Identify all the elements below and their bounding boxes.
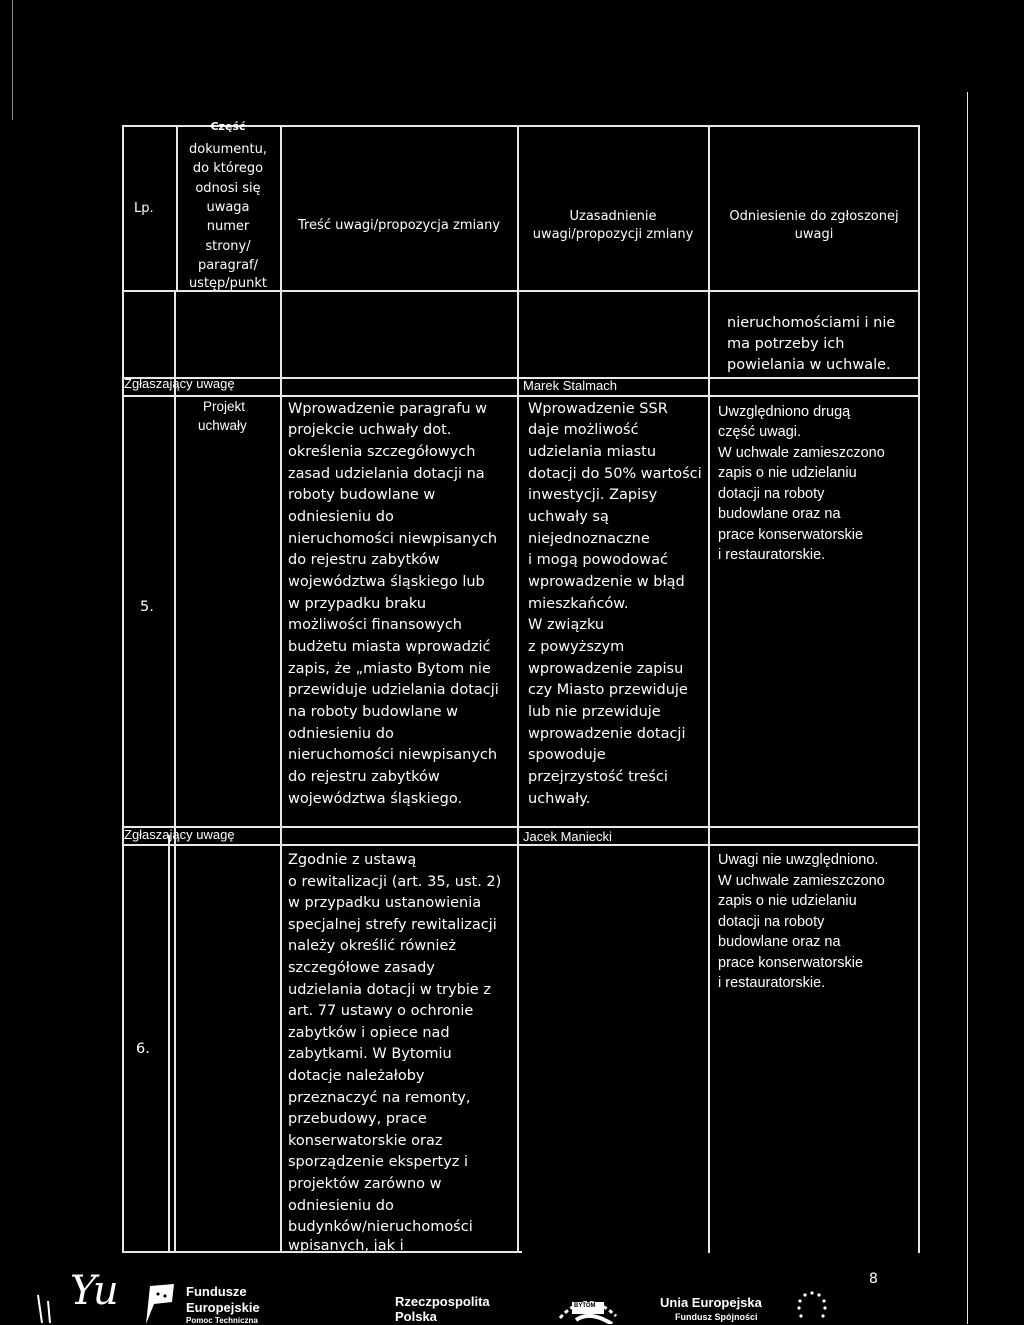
page-edge-line — [12, 0, 13, 120]
row6-submitter-name: Jacek Maniecki — [523, 829, 612, 844]
text-line: budowlane oraz na — [718, 506, 841, 522]
row6-submitter-label: Zgłaszający uwagę — [124, 827, 235, 842]
text-line: w przypadku braku — [288, 596, 427, 612]
eu-flag-icon — [140, 1282, 176, 1324]
text-line: szczegółowe zasady — [288, 960, 435, 976]
text-line: odniesieniu do — [288, 509, 394, 525]
text-line: prace konserwatorskie — [718, 955, 864, 971]
text-line: przejrzystość treści — [528, 769, 668, 785]
header-part-line: ustęp/punkt — [188, 276, 268, 291]
fundusze-line: Fundusze — [186, 1284, 247, 1299]
text-line: uchwały są — [528, 509, 609, 525]
text-line: budowlane oraz na — [718, 934, 841, 950]
text-line: Zgodnie z ustawą — [288, 852, 417, 868]
text-line: należy określić również — [288, 938, 456, 954]
text-line: niejednoznaczne — [528, 531, 650, 547]
row5-submitter-label: Zgłaszający uwagę — [124, 376, 235, 391]
text-line: wprowadzenie zapisu — [528, 661, 684, 677]
text-line: w przypadku ustanowienia — [288, 895, 482, 911]
text-line: wprowadzenie dotacji — [528, 726, 686, 742]
text-line: o rewitalizacji (art. 35, ust. 2) — [288, 874, 502, 890]
text-line: określenia szczegółowych — [288, 444, 476, 460]
text-line: udzielania dotacji w trybie z — [288, 982, 491, 998]
bytom-label: BYTOM — [574, 1303, 596, 1309]
row5-lp: 5. — [140, 599, 154, 615]
text-line: do rejestru zabytków — [288, 769, 440, 785]
text-line: spowoduje — [528, 747, 606, 763]
text-line: zapis o nie udzielaniu — [718, 465, 857, 481]
fundusze-line: Pomoc Techniczna — [186, 1316, 258, 1325]
fundusze-line: Europejskie — [186, 1300, 260, 1315]
signature-text: Yu — [70, 1268, 119, 1314]
text-line: przewiduje udzielania dotacji — [288, 682, 499, 698]
text-line: mieszkańców. — [528, 596, 629, 612]
text-line: przebudowy, prace — [288, 1111, 427, 1127]
text-line: konserwatorskie oraz — [288, 1133, 443, 1149]
text-line: z powyższym — [528, 639, 625, 655]
text-line: prace konserwatorskie — [718, 527, 864, 543]
text-line: Uwagi nie uwzględniono. — [718, 852, 879, 868]
text-line: dotacji na roboty — [718, 486, 825, 502]
text-line: czy Miasto przewiduje — [528, 682, 688, 698]
text-line: udzielania miastu — [528, 444, 657, 460]
text-line: budżetu miasta wprowadzić — [288, 639, 491, 655]
text-line: dotacje należałoby — [288, 1068, 425, 1084]
text-line: na roboty budowlane w — [288, 704, 458, 720]
text-line: projektów zarówno w — [288, 1176, 442, 1192]
text-line: i mogą powodować — [528, 552, 668, 568]
header-part-line: paragraf/ — [197, 258, 259, 273]
text-line: Wprowadzenie paragrafu w — [288, 401, 488, 417]
header-uzasadnienie-2: uwagi/propozycji zmiany — [532, 227, 694, 242]
eu-stars-icon — [792, 1290, 832, 1324]
text-line: nieruchomości niewpisanych — [288, 531, 498, 547]
text-line: W uchwale zamieszczono — [718, 445, 885, 461]
text-line: wpisanych, jak i — [288, 1238, 404, 1254]
text-line: budynków/nieruchomości — [288, 1219, 473, 1235]
text-line: wprowadzenie w błąd — [528, 574, 685, 590]
text-line: odniesieniu do — [288, 1198, 394, 1214]
text-line: specjalnej strefy rewitalizacji — [288, 917, 497, 933]
fundusz-spojnosci-label: Fundusz Spójności — [675, 1312, 758, 1322]
header-part-line: numer — [206, 219, 250, 234]
text-line: możliwości finansowych — [288, 617, 462, 633]
text-line: zabytków i opiece nad — [288, 1025, 450, 1041]
text-line: roboty budowlane w — [288, 487, 436, 503]
row6-lp: 6. — [136, 1041, 150, 1057]
text-line: województwa śląskiego. — [288, 791, 463, 807]
header-part-line: odnosi się — [195, 181, 261, 196]
header-part-line: do którego — [192, 161, 264, 176]
text-line: dotacji na roboty — [718, 914, 825, 930]
text-line: odniesieniu do — [288, 726, 394, 742]
row5-submitter-name: Marek Stalmach — [523, 378, 617, 393]
text-line: zasad udzielania dotacji na — [288, 466, 485, 482]
text-line: i restauratorskie. — [718, 547, 826, 563]
text-line: lub nie przewiduje — [528, 704, 661, 720]
header-part-line: strony/ — [205, 239, 251, 254]
unia-label: Unia Europejska — [660, 1295, 762, 1310]
text-line: nieruchomościami i nie — [727, 315, 896, 331]
rzeczpospolita-line: Polska — [395, 1309, 437, 1324]
text-line: Wprowadzenie SSR — [528, 401, 668, 417]
header-part-line: uwaga — [206, 200, 250, 215]
text-line: projekcie uchwały dot. — [288, 422, 452, 438]
text-line: daje możliwość — [528, 422, 639, 438]
header-odniesienie-2: uwagi — [794, 227, 834, 242]
header-tresc: Treść uwagi/propozycja zmiany — [297, 218, 501, 233]
rzeczpospolita-line: Rzeczpospolita — [395, 1294, 490, 1309]
row5-part: Projekt — [203, 399, 246, 414]
text-line: nieruchomości niewpisanych — [288, 747, 498, 763]
text-line: zabytkami. W Bytomiu — [288, 1046, 452, 1062]
page-number: 8 — [869, 1271, 878, 1287]
text-line: inwestycji. Zapisy — [528, 487, 658, 503]
text-line: województwa śląskiego lub — [288, 574, 485, 590]
text-line: część uwagi. — [718, 424, 802, 440]
text-line: zapis o nie udzielaniu — [718, 893, 857, 909]
text-line: zapis, że „miasto Bytom nie — [288, 661, 491, 677]
header-part-line: dokumentu, — [189, 142, 267, 157]
text-line: sporządzenie ekspertyz i — [288, 1154, 469, 1170]
text-line: W uchwale zamieszczono — [718, 873, 885, 889]
text-line: dotacji do 50% wartości — [528, 466, 702, 482]
header-uzasadnienie-1: Uzasadnienie — [569, 209, 657, 224]
text-line: do rejestru zabytków — [288, 552, 440, 568]
text-line: i restauratorskie. — [718, 975, 826, 991]
header-part-line: Część — [210, 120, 246, 133]
text-line: powielania w uchwale. — [727, 357, 891, 373]
text-line: art. 77 ustawy o ochronie — [288, 1003, 474, 1019]
text-line: ma potrzeby ich — [727, 336, 845, 352]
text-line: Uwzględniono drugą — [718, 404, 851, 420]
page-edge-line — [967, 92, 968, 1324]
row5-part: uchwały — [198, 418, 247, 433]
text-line: W związku — [528, 617, 605, 633]
header-lp: Lp. — [134, 201, 154, 216]
text-line: uchwały. — [528, 791, 591, 807]
header-odniesienie-1: Odniesienie do zgłoszonej — [729, 209, 899, 224]
text-line: przeznaczyć na remonty, — [288, 1090, 471, 1106]
